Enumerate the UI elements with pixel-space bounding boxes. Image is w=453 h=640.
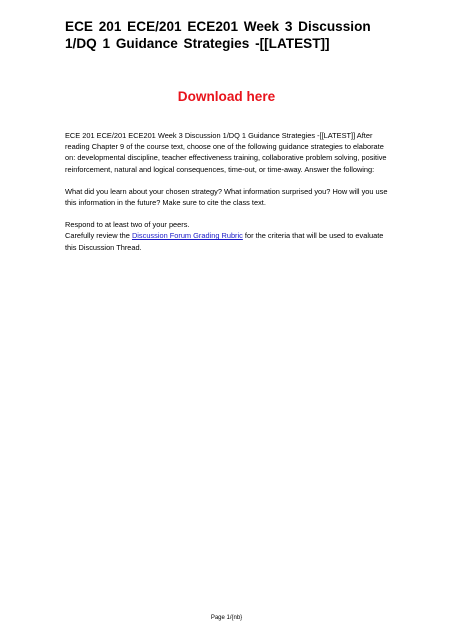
review-text-after: for the criteria that will be used to evaluate this Discussion Thread. bbox=[65, 231, 384, 252]
respond-line: Respond to at least two of your peers. bbox=[65, 220, 190, 230]
grading-rubric-link[interactable]: Discussion Forum Grading Rubric bbox=[131, 231, 243, 241]
paragraph-gap bbox=[65, 208, 395, 219]
review-text-before: Carefully review the bbox=[65, 231, 132, 241]
download-link[interactable]: Download here bbox=[177, 89, 276, 104]
intro-paragraph: ECE 201 ECE/201 ECE201 Week 3 Discussion 1/DQ 1 Guidance Strategies -[[LATEST]] After reading Chapter 9 of the course text, choose one of the following guidance strategies to elaborate on: developmental discipline, teacher effectiveness training, collaborative problem solving, positive reinforcement, natural and logical consequences, time-out, or time-away. Answer the following: bbox=[65, 131, 387, 174]
document-title: ECE 201 ECE/201 ECE201 Week 3 Discussion 1/DQ 1 Guidance Strategies -[[LATEST]] bbox=[65, 19, 371, 51]
questions-paragraph: What did you learn about your chosen strategy? What information surprised you? How will you use this information in the future? Make sure to cite the class text. bbox=[65, 186, 388, 208]
page-footer: Page 1/{nb} bbox=[210, 615, 243, 621]
paragraph-gap bbox=[65, 175, 395, 186]
review-paragraph bbox=[65, 230, 395, 252]
document-body bbox=[65, 130, 395, 253]
